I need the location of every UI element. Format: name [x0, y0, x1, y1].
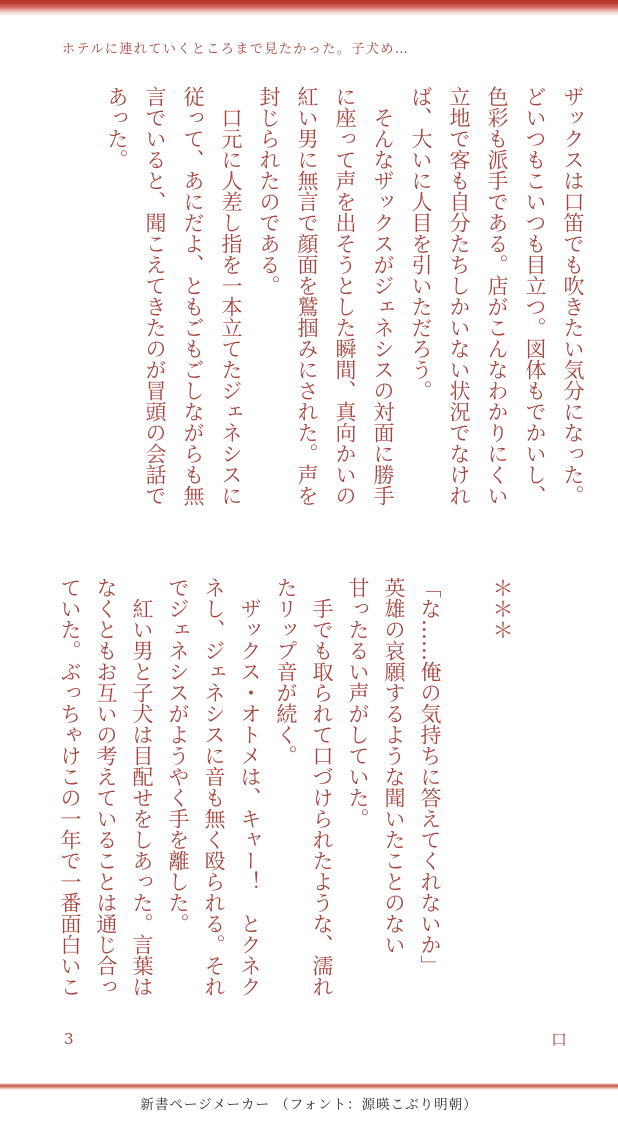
text-line: ていた。ぶっちゃけこの一年で一番面白いこ: [58, 577, 82, 997]
text-line: 甘ったるい声がしていた。: [346, 577, 370, 829]
text-line: 従って、あにだよ、ともごもごしながらも無: [181, 86, 205, 506]
corner-character: 口: [551, 1030, 568, 1049]
text-line: ば、大いに人目を引いただろう。: [409, 86, 433, 401]
text-line: 言でいると、聞こえてきたのが冒頭の会話で: [143, 86, 167, 506]
text-line: 色彩も派手である。店がこんなわかりにくい: [485, 86, 509, 506]
vertical-text-block-upper: [98, 86, 592, 538]
text-line: 立地で客も自分たちしかいない状況でなけれ: [447, 86, 471, 506]
text-line: 封じられたのである。: [257, 86, 281, 296]
text-line: 手でも取られて口づけられたような、濡れ: [310, 577, 334, 997]
text-line: [520, 577, 556, 1022]
text-line: でジェネシスがようやく手を離した。: [166, 577, 190, 934]
text-line: ＊＊＊: [490, 577, 514, 640]
vertical-text-block-lower: [52, 577, 592, 1022]
footer-caption: 新書ページメーカー （フォント：源暎こぶり明朝）: [140, 1097, 478, 1113]
text-line: 「な……俺の気持ちに答えてくれないか」: [418, 577, 442, 976]
text-line: 英雄の哀願するような聞いたことのない: [382, 577, 406, 955]
text-line: ネし、ジェネシスに音も無く殴られる。それ: [202, 577, 226, 997]
text-line: 口元に人差し指を一本立てたジェネシスに: [219, 86, 243, 506]
top-gradient-bar: [0, 0, 618, 16]
text-line: に座って声を出そうとした瞬間、真向かいの: [333, 86, 357, 506]
text-line: [448, 577, 484, 1022]
text-line: ザックスは口笛でも吹きたい気分になった。: [561, 86, 585, 506]
text-line: あった。: [105, 86, 129, 170]
text-line: そんなザックスがジェネシスの対面に勝手: [371, 86, 395, 506]
footer-divider-line: [0, 1083, 618, 1090]
text-line: [556, 577, 592, 1022]
page-number: 3: [64, 1030, 74, 1048]
text-line: 紅い男と子犬は目配せをしあった。言葉は: [130, 577, 154, 997]
header-note: ホテルに連れていくところまで見たかった。子犬め…: [62, 42, 410, 57]
text-line: たリップ音が続く。: [274, 577, 298, 766]
text-line: なくともお互いの考えていることは通じ合っ: [94, 577, 118, 997]
text-line: ザックス・オトメは、キャー！ とクネク: [238, 577, 262, 997]
text-line: 紅い男に無言で顔面を鷲掴みにされた。声を: [295, 86, 319, 506]
text-line: どいつもこいつも目立つ。図体もでかいし、: [523, 86, 547, 506]
